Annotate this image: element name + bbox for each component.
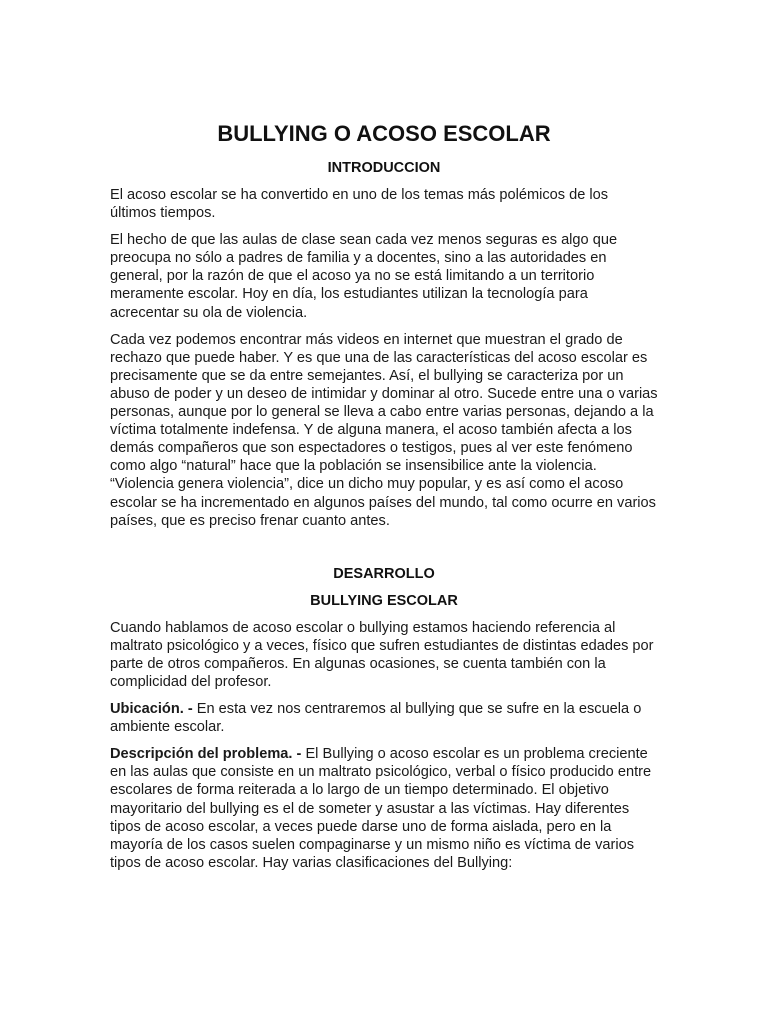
intro-heading: INTRODUCCION xyxy=(327,160,441,176)
location-label: Ubicación. - xyxy=(110,701,193,718)
location-paragraph xyxy=(110,700,658,736)
intro-paragraph-1: El acoso escolar se ha convertido en uno de los temas más polémicos de los últimos tiempos. xyxy=(110,187,609,222)
problem-paragraph xyxy=(110,745,658,872)
problem-text: El Bullying o acoso escolar es un problema creciente en las aulas que consiste en un maltrato psicológico, verbal o físico producido entre escolares de forma reiterada a lo largo de un tiempo determinado. El objetivo mayoritario del bullying es el de someter y asustar a las víctimas. Hay diferentes tipos de acoso escolar, a veces puede darse uno de forma aislada, pero en la mayoría de los casos suelen compaginarse y un mismo niño es víctima de varios tipos de acoso escolar. Hay varias clasificaciones del Bullying: xyxy=(110,746,652,871)
location-text: En esta vez nos centraremos al bullying que se sufre en la escuela o ambiente escolar. xyxy=(110,701,642,736)
development-heading: DESARROLLO xyxy=(333,565,435,582)
development-subheading: BULLYING ESCOLAR xyxy=(310,592,458,609)
development-paragraph: Cuando hablamos de acoso escolar o bullying estamos haciendo referencia al maltrato psicológico y a veces, físico que sufren estudiantes de distintas edades por parte de otros compañeros. En algunas ocasiones, se cuenta también con la complicidad del profesor. xyxy=(110,619,654,690)
section-spacer xyxy=(110,539,658,565)
intro-paragraph-3: Cada vez podemos encontrar más videos en internet que muestran el grado de rechazo que puede haber. Y es que una de las características del acoso escolar es precisamente que se da entre semejantes. Así, el bullying se caracteriza por un abuso de poder y un deseo de intimidar y dominar al otro. Sucede entre una o varias personas, aunque por lo general se lleva a cabo entre varias personas, dejando a la víctima totalmente indefensa. Y de alguna manera, el acoso también afecta a los demás compañeros que son espectadores o testigos, pues al ver este fenómeno como algo “natural” hace que la población se insensibilice ante la violencia. “Violencia genera violencia”, dice un dicho muy popular, y es así como el acoso escolar se ha incrementado en algunos países del mundo, tal como ocurre en varios países, que es preciso frenar cuanto antes. xyxy=(110,331,658,529)
problem-label: Descripción del problema. - xyxy=(110,746,302,763)
document-title: BULLYING O ACOSO ESCOLAR xyxy=(217,121,551,146)
intro-paragraph-2: El hecho de que las aulas de clase sean cada vez menos seguras es algo que preocupa no sólo a padres de familia y a docentes, sino a las autoridades en general, por la razón de que el acoso ya no se está limitando a un territorio meramente escolar. Hoy en día, los estudiantes utilizan la tecnología para acrecentar su ola de violencia. xyxy=(110,232,618,321)
document-page xyxy=(110,118,658,881)
